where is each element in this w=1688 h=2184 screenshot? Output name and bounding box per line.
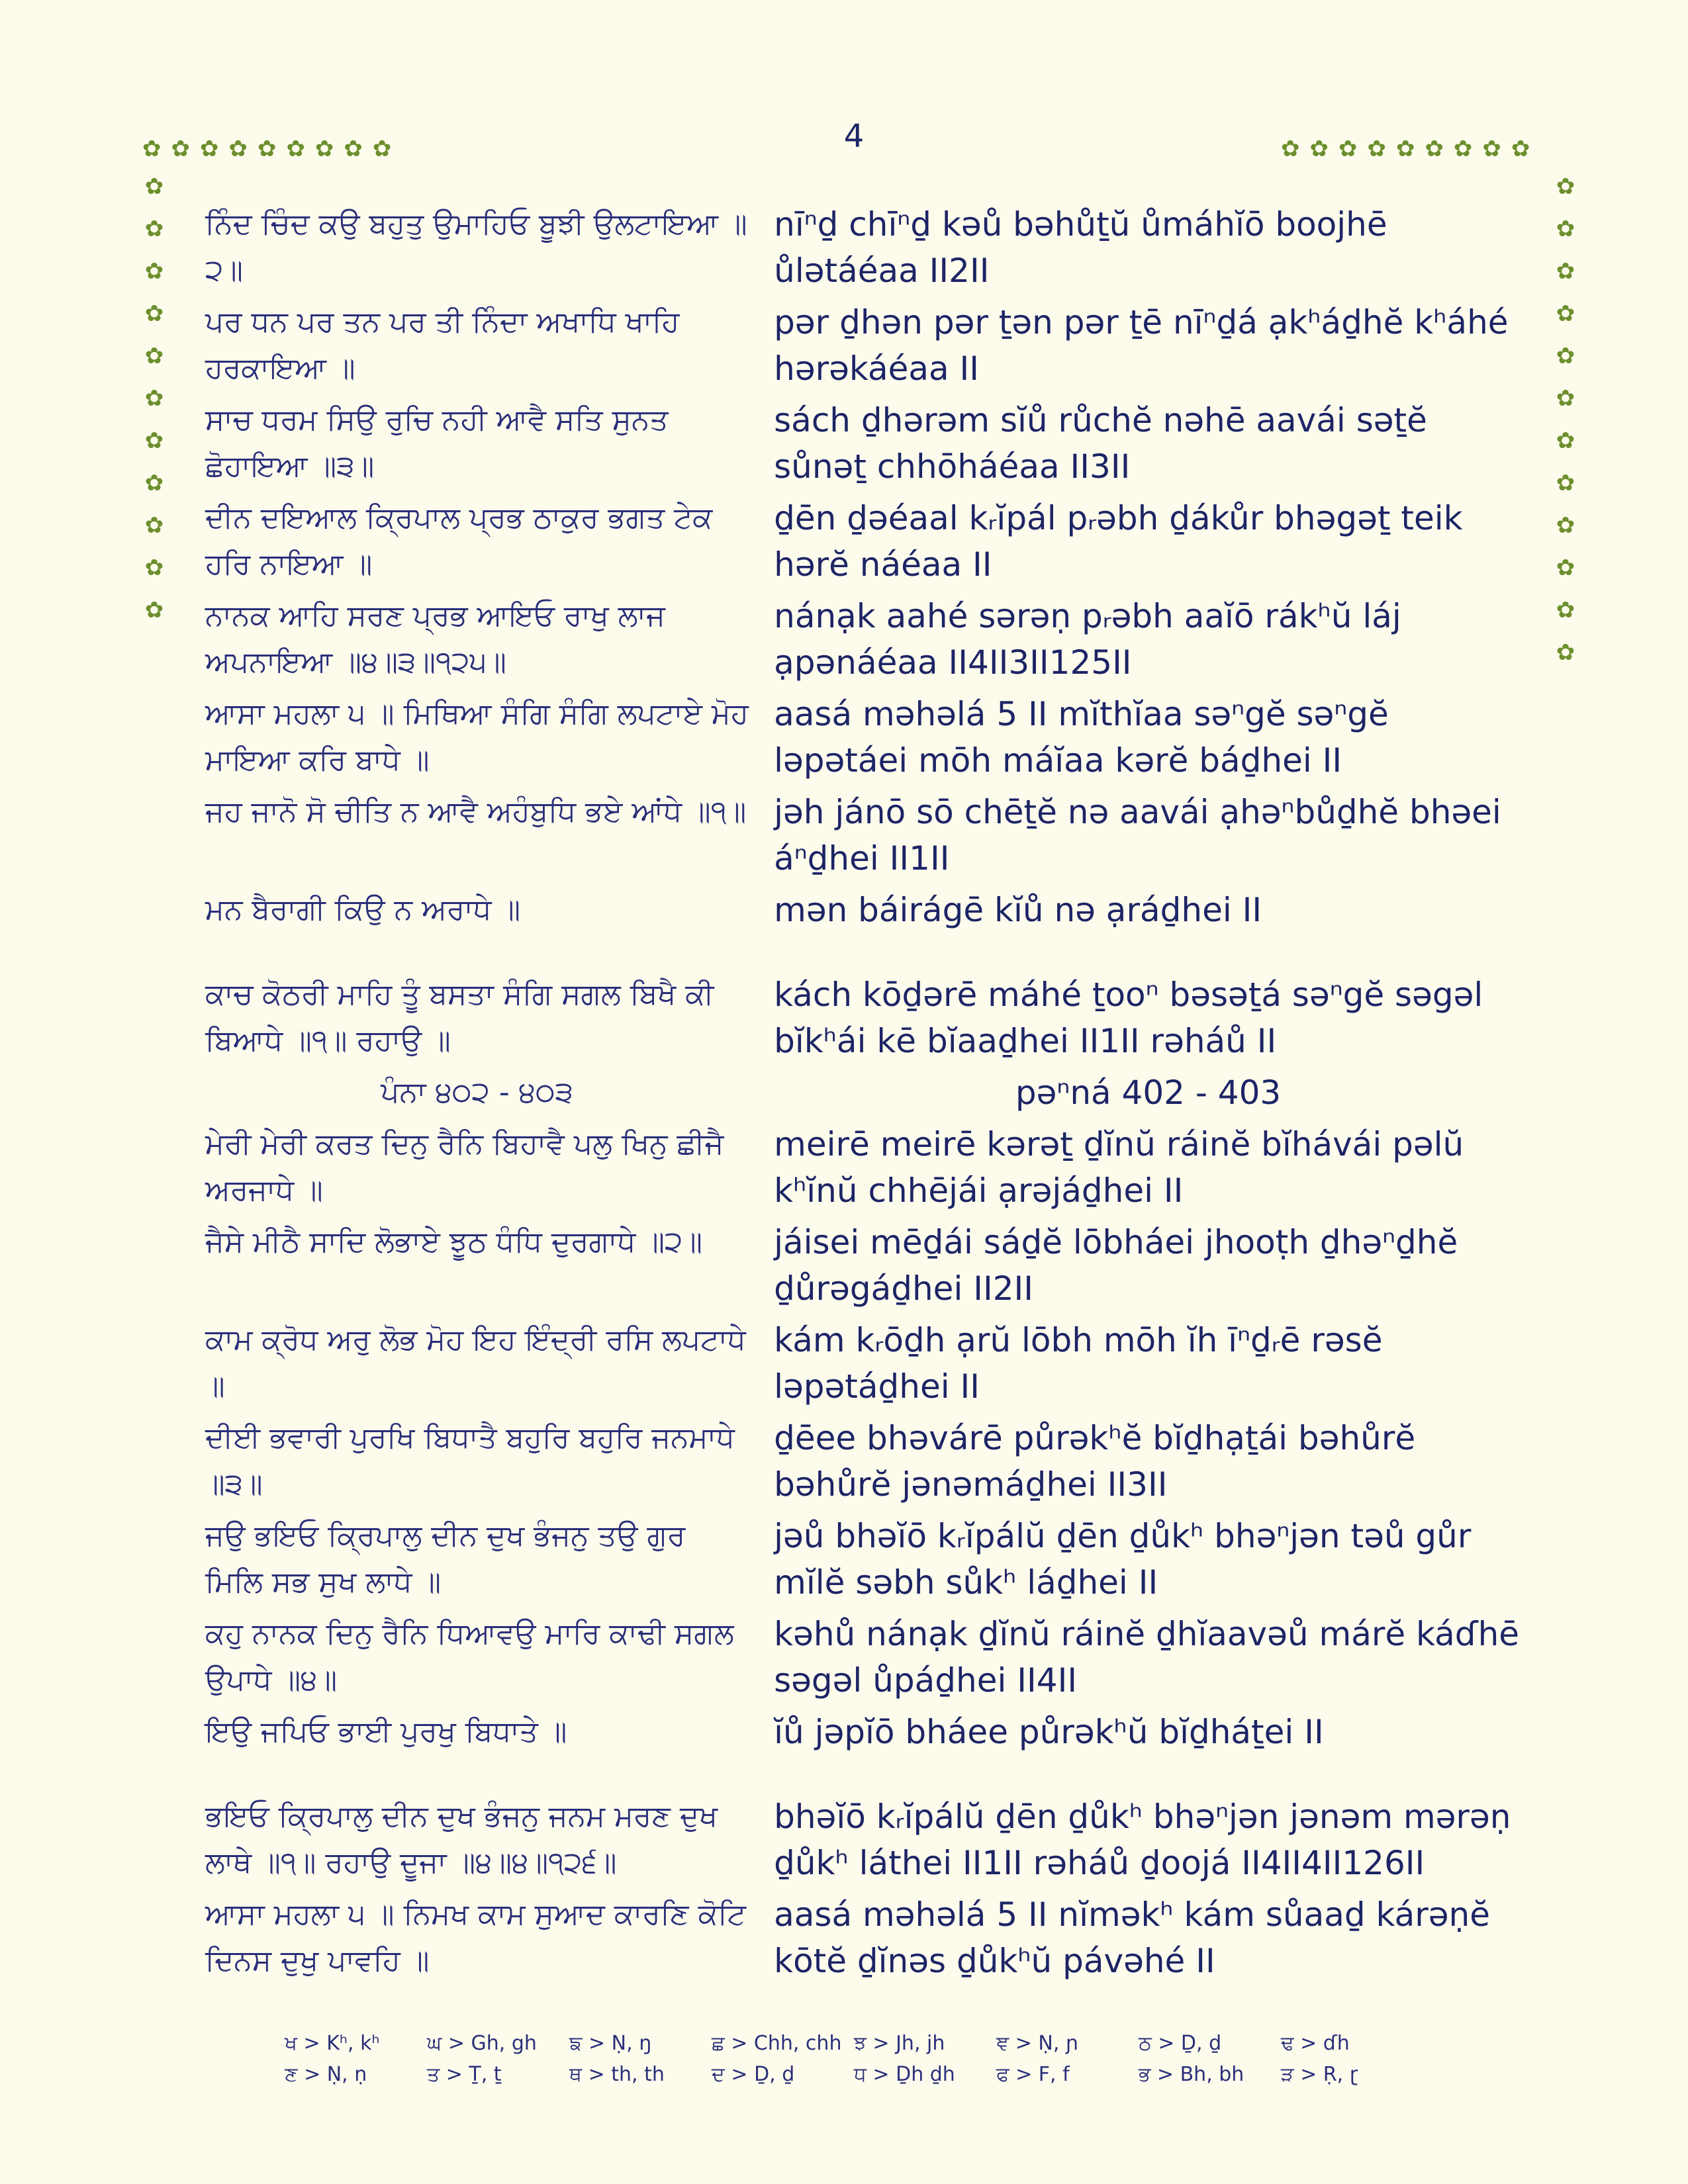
verse-row — [205, 1608, 1523, 1706]
gurmukhi-text: ਜਹ ਜਾਨੋ ਸੋ ਚੀਤਿ ਨ ਆਵੈ ਅਹੰਬੁਧਿ ਭਏ ਆਂਧੇ ॥੧॥ — [205, 795, 747, 829]
verse-row — [205, 296, 1523, 394]
gurmukhi-text: ਦੀਈ ਭਵਾਰੀ ਪੁਰਖਿ ਬਿਧਾਤੈ ਬਹੁਰਿ ਬਹੁਰਿ ਜਨਮਾਧੇ ॥੩॥ — [205, 1421, 735, 1501]
verse-row — [205, 1510, 1523, 1608]
gurmukhi-text: ਨਿੰਦ ਚਿੰਦ ਕਉ ਬਹੁਤੁ ਉਮਾਹਿਓ ਬੂਝੀ ਉਲਟਾਇਆ ॥੨॥ — [205, 207, 747, 287]
verse-row — [205, 1118, 1523, 1216]
verse-row — [205, 394, 1523, 492]
page-number: 4 — [843, 118, 865, 155]
gurmukhi-text: ਮਨ ਬੈਰਾਗੀ ਕਿਉ ਨ ਅਰਾਧੇ ॥ — [205, 893, 521, 927]
gurmukhi-text: ਭਇਓ ਕ੍ਰਿਪਾਲੁ ਦੀਨ ਦੁਖ ਭੰਜਨੁ ਜਨਮ ਮਰਣ ਦੁਖ ਲਾਥੇ ॥੧॥ ਰਹਾਉ ਦੂਜਾ ॥੪॥੪॥੧੨੬॥ — [205, 1799, 718, 1880]
transliteration-text: ḏēee bhəvárē půrəkʰĕ bĭḏhạṯái bəhůrĕ bəhůrĕ jənəmáḏhei II3II — [774, 1419, 1416, 1504]
transliteration-text: meirē meirē kərəṯ ḏĭnŭ ráinĕ bĭhávái pəlŭ kʰĭnŭ chhējái ạrəjáḏhei II — [774, 1125, 1464, 1210]
gurmukhi-text: ਜੈਸੇ ਮੀਠੈ ਸਾਦਿ ਲੋਭਾਏ ਝੂਠ ਧੰਧਿ ਦੁਰਗਾਧੇ ॥੨॥ — [205, 1225, 702, 1259]
legend-entry: ਞ > Ṇ, ɲ — [996, 2032, 1079, 2055]
verse-row — [205, 884, 1523, 969]
transliteration-text: sách ḏhərəm sĭů růchĕ nəhē aavái səṯĕ sůnəṯ chhōháéaa II3II — [774, 401, 1427, 486]
legend-entry: ਛ > Chh, chh — [712, 2032, 842, 2055]
verse-row — [205, 1706, 1523, 1791]
legend-entry: ਤ > Ṯ, ṯ — [427, 2063, 502, 2086]
transliteration-text: kám kᵣōḏh ạrŭ lōbh mōh ĭh īⁿḏᵣē rəsĕ ləpətáḏhei II — [774, 1321, 1383, 1406]
gurmukhi-text: ਦੀਨ ਦਇਆਲ ਕ੍ਰਿਪਾਲ ਪ੍ਰਭ ਠਾਕੁਰ ਭਗਤ ਟੇਕ ਹਰਿ ਨਾਇਆ ॥ — [205, 501, 713, 581]
verse-row — [205, 688, 1523, 786]
gurmukhi-text: ਕਹੁ ਨਾਨਕ ਦਿਨੁ ਰੈਨਿ ਧਿਆਵਉ ਮਾਰਿ ਕਾਢੀ ਸਗਲ ਉਪਾਧੇ ॥੪॥ — [205, 1617, 734, 1697]
flower-border-left: ✿ ✿ ✿ ✿ ✿ ✿ ✿ ✿ ✿ ✿ ✿ — [144, 173, 164, 623]
transliteration-text: pər ḏhən pər ṯən pər ṯē nīⁿḏá ạkʰáḏhĕ kʰáhé hərəkáéaa II — [774, 303, 1509, 388]
gurmukhi-text: ਪੰਨਾ ੪੦੨ - ੪੦੩ — [381, 1075, 573, 1109]
verse-list — [205, 199, 1523, 1987]
verse-row — [205, 969, 1523, 1067]
verse-row — [205, 1216, 1523, 1314]
transliteration-text: aasá məhəlá 5 II mĭthĭaa səⁿgĕ səⁿgĕ ləpətáei mōh máĭaa kərĕ báḏhei II — [774, 695, 1389, 780]
gurmukhi-text: ਆਸਾ ਮਹਲਾ ੫ ॥ ਨਿਮਖ ਕਾਮ ਸੁਆਦ ਕਾਰਣਿ ਕੋਟਿ ਦਿਨਸ ਦੁਖੁ ਪਾਵਹਿ ॥ — [205, 1897, 746, 1978]
transliteration-legend — [285, 2032, 1423, 2086]
verse-row — [205, 1314, 1523, 1412]
gurmukhi-text: ਜਉ ਭਇਓ ਕ੍ਰਿਪਾਲੁ ਦੀਨ ਦੁਖ ਭੰਜਨੁ ਤਉ ਗੁਰ ਮਿਲਿ ਸਭ ਸੁਖ ਲਾਧੇ ॥ — [205, 1519, 686, 1599]
verse-row — [205, 1791, 1523, 1889]
transliteration-text: kəhů nánạk ḏĭnŭ ráinĕ ḏhĭaavəů márĕ káɗhē səgəl ůpáḏhei II4II — [774, 1615, 1520, 1700]
gurmukhi-text: ਮੇਰੀ ਮੇਰੀ ਕਰਤ ਦਿਨੁ ਰੈਨਿ ਬਿਹਾਵੈ ਪਲੁ ਖਿਨੁ ਛੀਜੈ ਅਰਜਾਧੇ ॥ — [205, 1127, 724, 1207]
legend-entry: ਣ > Ṇ, ṇ — [285, 2063, 367, 2086]
transliteration-text: jáisei mēḏái sáḏĕ lōbháei jhooṭh ḏhəⁿḏhĕ ḏůrəgáḏhei II2II — [774, 1223, 1458, 1308]
gurmukhi-text: ਨਾਨਕ ਆਹਿ ਸਰਣ ਪ੍ਰਭ ਆਇਓ ਰਾਖੁ ਲਾਜ ਅਪਨਾਇਆ ॥੪॥੩॥੧੨੫॥ — [205, 599, 665, 679]
verse-row — [205, 786, 1523, 884]
page-reference-row — [205, 1067, 1523, 1118]
legend-entry: ੜ > Ṛ, ɽ — [1281, 2063, 1358, 2086]
legend-entry: ਝ > Jh, jh — [854, 2032, 945, 2055]
legend-entry: ਢ > ɗh — [1281, 2032, 1350, 2055]
flower-border-right: ✿ ✿ ✿ ✿ ✿ ✿ ✿ ✿ ✿ ✿ ✿ ✿ — [1556, 173, 1575, 666]
transliteration-text: nánạk aahé sərəṇ pᵣəbh aaĭō rákʰŭ láj ạpənáéaa II4II3II125II — [774, 597, 1401, 682]
flower-border-top-right: ✿✿✿✿✿✿✿✿✿ — [1281, 136, 1540, 162]
transliteration-text: kách kōḏərē máhé ṯooⁿ bəsəṯá səⁿgĕ səgəl bĭkʰái kē bĭaaḏhei II1II rəháů II — [774, 976, 1483, 1060]
transliteration-text: mən báirágē kĭů nə ạráḏhei II — [774, 891, 1262, 929]
legend-entry: ਘ > Gh, gh — [427, 2032, 537, 2055]
legend-entry: ਧ > Ḏh ḏh — [854, 2063, 955, 2086]
legend-entry: ਦ > Ḏ, ḏ — [712, 2063, 795, 2086]
legend-entry: ਥ > th, th — [569, 2063, 665, 2086]
transliteration-text: nīⁿḏ chīⁿḏ kəů bəhůṯŭ ůmáhĭō boojhē ůlətáéaa II2II — [774, 205, 1387, 290]
verse-row — [205, 590, 1523, 688]
legend-entry: ਫ > F, f — [996, 2063, 1070, 2086]
gurmukhi-text: ਇਉ ਜਪਿਓ ਭਾਈ ਪੁਰਖੁ ਬਿਧਾਤੇ ॥ — [205, 1715, 567, 1749]
flower-border-top-left: ✿✿✿✿✿✿✿✿✿ — [142, 136, 402, 162]
transliteration-text: bhəĭō kᵣĭpálŭ ḏēn ḏůkʰ bhəⁿjən jənəm mərəṇ ḏůkʰ láthei II1II rəháů ḏoojá II4II4II126II — [774, 1797, 1511, 1882]
gurmukhi-text: ਕਾਚ ਕੋਠਰੀ ਮਾਹਿ ਤੂੰ ਬਸਤਾ ਸੰਗਿ ਸਗਲ ਬਿਖੈ ਕੀ ਬਿਆਧੇ ॥੧॥ ਰਹਾਉ ॥ — [205, 978, 714, 1058]
gurmukhi-text: ਆਸਾ ਮਹਲਾ ੫ ॥ ਮਿਥਿਆ ਸੰਗਿ ਸੰਗਿ ਲਪਟਾਏ ਮੋਹ ਮਾਇਆ ਕਰਿ ਬਾਧੇ ॥ — [205, 697, 749, 777]
verse-row — [205, 1889, 1523, 1987]
verse-row — [205, 1412, 1523, 1510]
transliteration-text: jəh jánō sō chēṯĕ nə aavái ạhəⁿbůḏhĕ bhəei áⁿḏhei II1II — [774, 793, 1501, 878]
verse-row — [205, 492, 1523, 590]
gurmukhi-text: ਸਾਚ ਧਰਮ ਸਿਉ ਰੁਚਿ ਨਹੀ ਆਵੈ ਸਤਿ ਸੁਨਤ ਛੋਹਾਇਆ ॥੩॥ — [205, 403, 669, 483]
legend-entry: ਭ > Bh, bh — [1139, 2063, 1244, 2086]
transliteration-text: jəů bhəĭō kᵣĭpálŭ ḏēn ḏůkʰ bhəⁿjən təů gůr mĭlĕ səbh sůkʰ láḏhei II — [774, 1517, 1472, 1602]
gurmukhi-text: ਕਾਮ ਕ੍ਰੋਧ ਅਰੁ ਲੋਭ ਮੋਹ ਇਹ ਇੰਦ੍ਰੀ ਰਸਿ ਲਪਟਾਧੇ ॥ — [205, 1323, 746, 1403]
gurmukhi-text: ਪਰ ਧਨ ਪਰ ਤਨ ਪਰ ਤੀ ਨਿੰਦਾ ਅਖਾਧਿ ਖਾਹਿ ਹਰਕਾਇਆ ॥ — [205, 305, 680, 385]
legend-entry: ਙ > Ṇ, ŋ — [569, 2032, 652, 2055]
transliteration-text: ĭů jəpĭō bháee půrəkʰŭ bĭḏháṯei II — [774, 1713, 1324, 1751]
transliteration-text: ḏēn ḏəéaal kᵣĭpál pᵣəbh ḏákůr bhəgəṯ teik hərĕ náéaa II — [774, 499, 1463, 584]
legend-entry: ਠ > Ḏ, ḏ — [1139, 2032, 1222, 2055]
legend-entry: ਖ > Kʰ, kʰ — [285, 2032, 380, 2055]
transliteration-text: pəⁿná 402 - 403 — [1015, 1073, 1282, 1112]
verse-row — [205, 199, 1523, 296]
transliteration-text: aasá məhəlá 5 II nĭməkʰ kám sůaaḏ kárəṇĕ kōtĕ ḏĭnəs ḏůkʰŭ pávəhé II — [774, 1895, 1490, 1980]
